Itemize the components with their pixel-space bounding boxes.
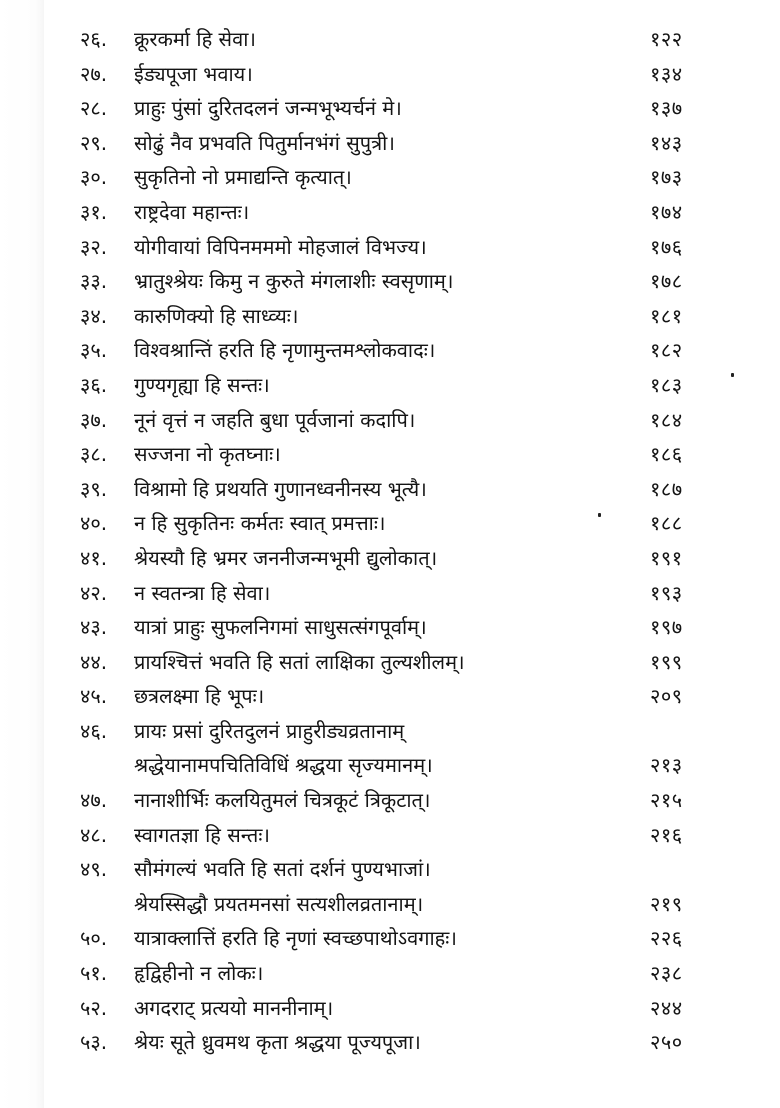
toc-entry bbox=[80, 852, 720, 921]
toc-entry bbox=[80, 160, 720, 195]
entry-page-number: १२२ bbox=[650, 27, 683, 51]
entry-page-number: २५० bbox=[650, 1030, 683, 1055]
toc-entry bbox=[80, 541, 720, 576]
entry-title: भ्रातुश्श्रेयः किमु न कुरुते मंगलाशीः स्वसृणाम्। bbox=[134, 269, 454, 294]
entry-page-number: १८१ bbox=[650, 303, 683, 328]
entry-title: योगीवायां विपिनमममो मोहजालं विभज्य। bbox=[134, 234, 427, 259]
toc-entry-line bbox=[80, 126, 720, 161]
entry-number: ४९. bbox=[80, 857, 108, 882]
entry-title: क्रूरकर्मा हि सेवा। bbox=[134, 27, 256, 51]
toc-entry-line bbox=[80, 956, 720, 991]
entry-title: विश्वश्रान्तिं हरति हि नृणामुन्तमश्लोकवादः। bbox=[134, 338, 436, 363]
entry-number: ३४. bbox=[80, 303, 108, 328]
entry-page-number: १७४ bbox=[650, 199, 683, 224]
entry-page-number: २१३ bbox=[650, 753, 683, 778]
entry-number: ४२. bbox=[80, 580, 108, 605]
entry-page-number: १८६ bbox=[650, 442, 683, 467]
toc-entry-line bbox=[80, 714, 720, 749]
entry-number: २९. bbox=[80, 130, 108, 155]
page-edge-shadow bbox=[0, 0, 44, 1108]
toc-entry-line bbox=[80, 333, 720, 368]
entry-title: प्रायः प्रसां दुरितदुलनं प्राहुरीड्यव्रतानाम् bbox=[134, 718, 405, 743]
entry-title: श्रेयस्यौ हि भ्रमर जननीजन्मभूमी द्युलोकात्। bbox=[134, 545, 438, 570]
toc-entry-line bbox=[80, 506, 720, 541]
toc-entry bbox=[80, 991, 720, 1026]
entry-number: ३२. bbox=[80, 234, 108, 259]
toc-entry bbox=[80, 956, 720, 991]
entry-title: राष्ट्रदेवा महान्तः। bbox=[134, 199, 250, 224]
entry-title: प्रायश्चित्तं भवति हि सतां लाक्षिका तुल्यशीलम्। bbox=[134, 649, 465, 674]
table-of-contents bbox=[80, 22, 720, 1060]
toc-entry-line bbox=[80, 852, 720, 887]
entry-title: अगदराट् प्रत्ययो माननीनाम्। bbox=[134, 995, 334, 1020]
entry-number: ४७. bbox=[80, 788, 108, 813]
toc-entry-line bbox=[80, 91, 720, 126]
entry-page-number: २३८ bbox=[650, 961, 683, 986]
entry-title: नानाशीर्भिः कलयितुमलं चित्रकूटं त्रिकूटात्। bbox=[134, 788, 431, 813]
entry-title: कारुणिक्यो हि साध्व्यः। bbox=[134, 303, 299, 328]
toc-entry bbox=[80, 679, 720, 714]
toc-entry bbox=[80, 403, 720, 438]
entry-number: ४५. bbox=[80, 684, 108, 709]
toc-entry-line bbox=[80, 299, 720, 334]
toc-entry-line bbox=[80, 195, 720, 230]
scan-speck bbox=[731, 373, 734, 377]
entry-page-number: १८८ bbox=[650, 511, 683, 536]
toc-entry bbox=[80, 1025, 720, 1060]
entry-page-number: १९९ bbox=[650, 649, 683, 674]
entry-page-number: १८२ bbox=[650, 338, 683, 363]
entry-page-number: १३४ bbox=[650, 61, 683, 86]
entry-page-number: १८३ bbox=[650, 372, 683, 397]
entry-number: २८. bbox=[80, 96, 108, 121]
entry-number: ३१. bbox=[80, 199, 108, 224]
entry-page-number: १९१ bbox=[650, 545, 683, 570]
toc-entry-line bbox=[80, 1025, 720, 1060]
toc-entry-line bbox=[80, 748, 720, 783]
toc-entry bbox=[80, 610, 720, 645]
entry-page-number: १७८ bbox=[650, 269, 683, 294]
entry-title: गुण्यगृह्या हि सन्तः। bbox=[134, 372, 270, 397]
entry-number: ५०. bbox=[80, 926, 108, 951]
entry-number: ४३. bbox=[80, 615, 108, 640]
toc-entry-line bbox=[80, 22, 720, 57]
entry-page-number: १४३ bbox=[650, 130, 683, 155]
toc-entry bbox=[80, 195, 720, 230]
entry-number: ३५. bbox=[80, 338, 108, 363]
toc-entry-line bbox=[80, 818, 720, 853]
toc-entry bbox=[80, 921, 720, 956]
toc-entry bbox=[80, 57, 720, 92]
toc-entry-line bbox=[80, 887, 720, 922]
entry-page-number: २०९ bbox=[650, 684, 683, 709]
toc-entry-line bbox=[80, 541, 720, 576]
entry-page-number: २१५ bbox=[650, 788, 683, 813]
entry-title: सौमंगल्यं भवति हि सतां दर्शनं पुण्यभाजां। bbox=[134, 857, 431, 882]
entry-number: ४६. bbox=[80, 718, 108, 743]
entry-page-number: १७३ bbox=[650, 165, 683, 190]
entry-number: ३६. bbox=[80, 372, 108, 397]
toc-entry bbox=[80, 368, 720, 403]
entry-title: स्वागतज्ञा हि सन्तः। bbox=[134, 822, 270, 847]
toc-entry bbox=[80, 264, 720, 299]
entry-page-number: २४४ bbox=[650, 995, 683, 1020]
toc-entry-line bbox=[80, 368, 720, 403]
entry-number: ५३. bbox=[80, 1030, 108, 1055]
entry-number: २६. bbox=[80, 27, 108, 51]
toc-entry bbox=[80, 576, 720, 611]
entry-page-number: १९७ bbox=[650, 615, 683, 640]
toc-entry-line bbox=[80, 610, 720, 645]
entry-title: सोढुं नैव प्रभवति पितुर्मानभंगं सुपुत्री। bbox=[134, 130, 395, 155]
toc-entry bbox=[80, 91, 720, 126]
toc-entry bbox=[80, 783, 720, 818]
toc-entry-line bbox=[80, 160, 720, 195]
toc-entry bbox=[80, 437, 720, 472]
entry-page-number: २२६ bbox=[650, 926, 683, 951]
entry-page-number: २१६ bbox=[650, 822, 683, 847]
entry-page-number: १९३ bbox=[650, 580, 683, 605]
toc-entry-line bbox=[80, 437, 720, 472]
toc-entry bbox=[80, 126, 720, 161]
toc-entry-line bbox=[80, 403, 720, 438]
toc-entry bbox=[80, 506, 720, 541]
scan-speck bbox=[598, 513, 601, 517]
entry-title: न स्वतन्त्रा हि सेवा। bbox=[134, 580, 271, 605]
toc-entry bbox=[80, 333, 720, 368]
entry-number: २७. bbox=[80, 61, 108, 86]
entry-title: सज्जना नो कृतघ्नाः। bbox=[134, 442, 281, 467]
entry-title: विश्रामो हि प्रथयति गुणानध्वनीनस्य भूत्यै। bbox=[134, 476, 427, 501]
toc-entry bbox=[80, 818, 720, 853]
toc-entry-line bbox=[80, 921, 720, 956]
entry-title: छत्रलक्ष्मा हि भूपः। bbox=[134, 684, 265, 709]
toc-entry bbox=[80, 22, 720, 57]
entry-page-number: १८४ bbox=[650, 407, 683, 432]
toc-entry-line bbox=[80, 576, 720, 611]
toc-entry bbox=[80, 299, 720, 334]
toc-entry bbox=[80, 472, 720, 507]
toc-entry bbox=[80, 714, 720, 783]
toc-entry bbox=[80, 230, 720, 265]
entry-title: हृद्विहीनो न लोकः। bbox=[134, 961, 264, 986]
entry-title: यात्रां प्राहुः सुफलनिगमां साधुसत्संगपूर्वाम्। bbox=[134, 615, 427, 640]
entry-title: श्रेयस्सिद्धौ प्रयतमनसां सत्यशीलव्रतानाम्। bbox=[134, 891, 424, 916]
entry-number: ३७. bbox=[80, 407, 108, 432]
toc-entry-line bbox=[80, 645, 720, 680]
entry-number: ४०. bbox=[80, 511, 108, 536]
entry-number: ३९. bbox=[80, 476, 108, 501]
entry-title: नूनं वृत्तं न जहति बुधा पूर्वजानां कदापि। bbox=[134, 407, 416, 432]
toc-entry-line bbox=[80, 264, 720, 299]
entry-title: श्रद्धेयानामपचितिविधिं श्रद्धया सृज्यमानम्। bbox=[134, 753, 433, 778]
entry-number: ३८. bbox=[80, 442, 108, 467]
toc-entry-line bbox=[80, 472, 720, 507]
entry-title: यात्राक्लात्तिं हरति हि नृणां स्वच्छपाथोऽवगाहः। bbox=[134, 926, 457, 951]
toc-entry-line bbox=[80, 783, 720, 818]
entry-number: ५१. bbox=[80, 961, 108, 986]
entry-title: सुकृतिनो नो प्रमाद्यन्ति कृत्यात्। bbox=[134, 165, 352, 190]
entry-number: ३०. bbox=[80, 165, 108, 190]
entry-number: ४१. bbox=[80, 545, 108, 570]
toc-entry-line bbox=[80, 991, 720, 1026]
entry-title: न हि सुकृतिनः कर्मतः स्वात् प्रमत्ताः। bbox=[134, 511, 386, 536]
entry-title: श्रेयः सूते ध्रुवमथ कृता श्रद्धया पूज्यपूजा। bbox=[134, 1030, 421, 1055]
toc-entry-line bbox=[80, 230, 720, 265]
toc-entry-line bbox=[80, 679, 720, 714]
entry-number: ५२. bbox=[80, 995, 108, 1020]
entry-page-number: १३७ bbox=[650, 96, 683, 121]
entry-number: ४४. bbox=[80, 649, 108, 674]
entry-page-number: २१९ bbox=[650, 891, 683, 916]
entry-number: ४८. bbox=[80, 822, 108, 847]
entry-title: प्राहुः पुंसां दुरितदलनं जन्मभूभ्यर्चनं मे। bbox=[134, 96, 402, 121]
entry-page-number: १८७ bbox=[650, 476, 683, 501]
entry-title: ईड्यपूजा भवाय। bbox=[134, 61, 253, 86]
entry-page-number: १७६ bbox=[650, 234, 683, 259]
entry-number: ३३. bbox=[80, 269, 108, 294]
toc-entry-line bbox=[80, 57, 720, 92]
toc-entry bbox=[80, 645, 720, 680]
